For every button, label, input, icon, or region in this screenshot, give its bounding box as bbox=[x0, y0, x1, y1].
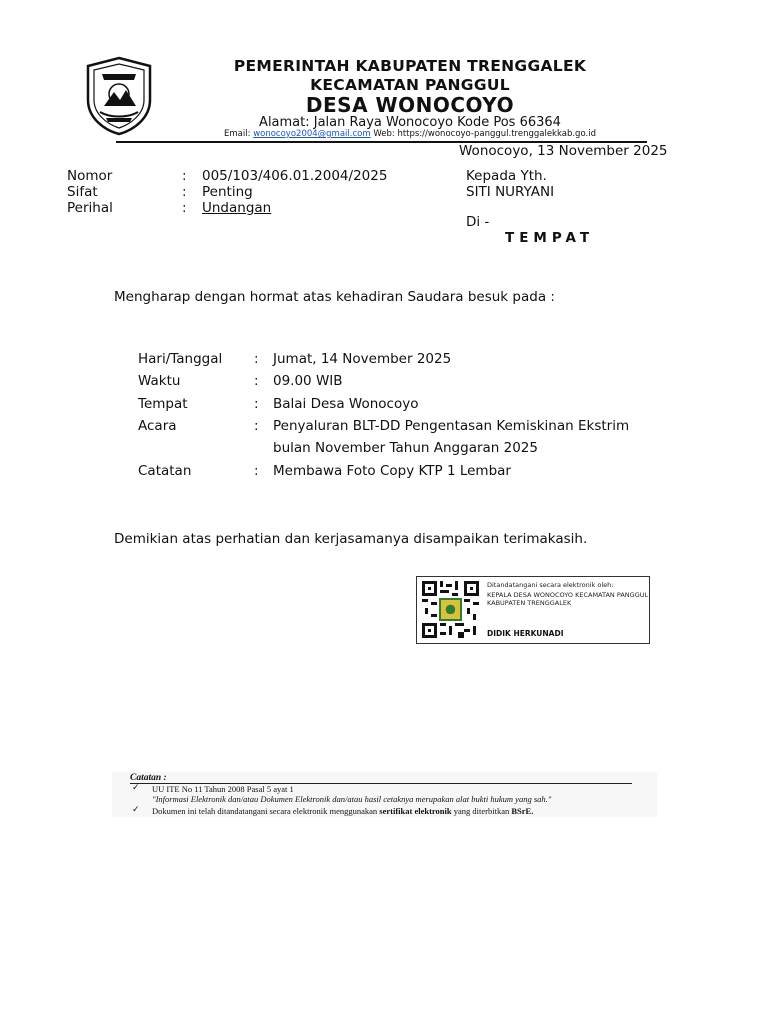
hari-value: Jumat, 14 November 2025 bbox=[273, 351, 452, 367]
closing-paragraph: Demikian atas perhatian dan kerjasamanya disampaikan terimakasih. bbox=[114, 531, 588, 547]
checkmark-icon: ✓ bbox=[132, 783, 140, 793]
waktu-value: 09.00 WIB bbox=[273, 373, 343, 389]
catatan-colon: : bbox=[254, 463, 259, 479]
footer-title: Catatan : bbox=[130, 773, 167, 783]
acara-value-line2: bulan November Tahun Anggaran 2025 bbox=[273, 440, 538, 456]
tempat-value: Balai Desa Wonocoyo bbox=[273, 396, 419, 412]
signer-name: DIDIK HERKUNADI bbox=[487, 629, 564, 638]
qr-code-icon bbox=[422, 581, 479, 638]
perihal-colon: : bbox=[182, 200, 187, 216]
tempat-colon: : bbox=[254, 396, 259, 412]
nomor-label: Nomor bbox=[67, 168, 113, 184]
catatan-value: Membawa Foto Copy KTP 1 Lembar bbox=[273, 463, 511, 479]
signature-line2: KEPALA DESA WONOCOYO KECAMATAN PANGGUL bbox=[487, 591, 649, 599]
signature-line1: Ditandatangani secara elektronik oleh: bbox=[487, 581, 614, 589]
email-link[interactable]: wonocoyo2004@gmail.com bbox=[253, 129, 371, 139]
acara-colon: : bbox=[254, 418, 259, 434]
footer-line3-d: BSrE. bbox=[511, 806, 534, 816]
footer-line3-b: sertifikat elektronik bbox=[379, 806, 452, 816]
waktu-label: Waktu bbox=[138, 373, 181, 389]
tempat-label: Tempat bbox=[138, 396, 188, 412]
perihal-label: Perihal bbox=[67, 200, 113, 216]
perihal-value: Undangan bbox=[202, 200, 272, 216]
recipient-name: SITI NURYANI bbox=[466, 184, 555, 200]
footer-notes bbox=[112, 772, 657, 817]
recipient-di: Di - bbox=[466, 214, 490, 230]
sifat-colon: : bbox=[182, 184, 187, 200]
sifat-value: Penting bbox=[202, 184, 253, 200]
nomor-colon: : bbox=[182, 168, 187, 184]
letter-date: Wonocoyo, 13 November 2025 bbox=[459, 143, 668, 159]
web-text: Web: https://wonocoyo-panggul.trenggalekkab.go.id bbox=[370, 129, 596, 139]
letterhead-address: Alamat: Jalan Raya Wonocoyo Kode Pos 66364 bbox=[259, 115, 561, 130]
electronic-signature-box bbox=[416, 576, 650, 644]
footer-line3-a: Dokumen ini telah ditandatangani secara elektronik menggunakan bbox=[152, 806, 380, 816]
signature-line3: KABUPATEN TRENGGALEK bbox=[487, 599, 572, 607]
sifat-label: Sifat bbox=[67, 184, 98, 200]
hari-colon: : bbox=[254, 351, 259, 367]
letterhead-government: PEMERINTAH KABUPATEN TRENGGALEK bbox=[233, 57, 587, 75]
footer-line3 bbox=[152, 806, 533, 816]
letterhead-village: DESA WONOCOYO bbox=[305, 93, 515, 117]
letterhead-district: KECAMATAN PANGGUL bbox=[310, 76, 510, 94]
nomor-value: 005/103/406.01.2004/2025 bbox=[202, 168, 388, 184]
waktu-colon: : bbox=[254, 373, 259, 389]
catatan-label: Catatan bbox=[138, 463, 192, 479]
recipient-greeting: Kepada Yth. bbox=[466, 168, 547, 184]
letterhead-contact bbox=[120, 129, 700, 139]
intro-paragraph: Mengharap dengan hormat atas kehadiran Saudara besuk pada : bbox=[114, 289, 555, 305]
acara-label: Acara bbox=[138, 418, 177, 434]
footer-line3-c: yang diterbitkan bbox=[451, 806, 512, 816]
recipient-place: TEMPAT bbox=[505, 230, 595, 246]
hari-label: Hari/Tanggal bbox=[138, 351, 223, 367]
email-label: Email: bbox=[224, 129, 254, 139]
footer-line1: UU ITE No 11 Tahun 2008 Pasal 5 ayat 1 bbox=[152, 784, 294, 794]
acara-value-line1: Penyaluran BLT-DD Pengentasan Kemiskinan Ekstrim bbox=[273, 418, 630, 434]
checkmark-icon: ✓ bbox=[132, 805, 140, 815]
footer-line2: "Informasi Elektronik dan/atau Dokumen Elektronik dan/atau hasil cetaknya merupakan alat bukti hukum yang sah." bbox=[152, 794, 552, 804]
